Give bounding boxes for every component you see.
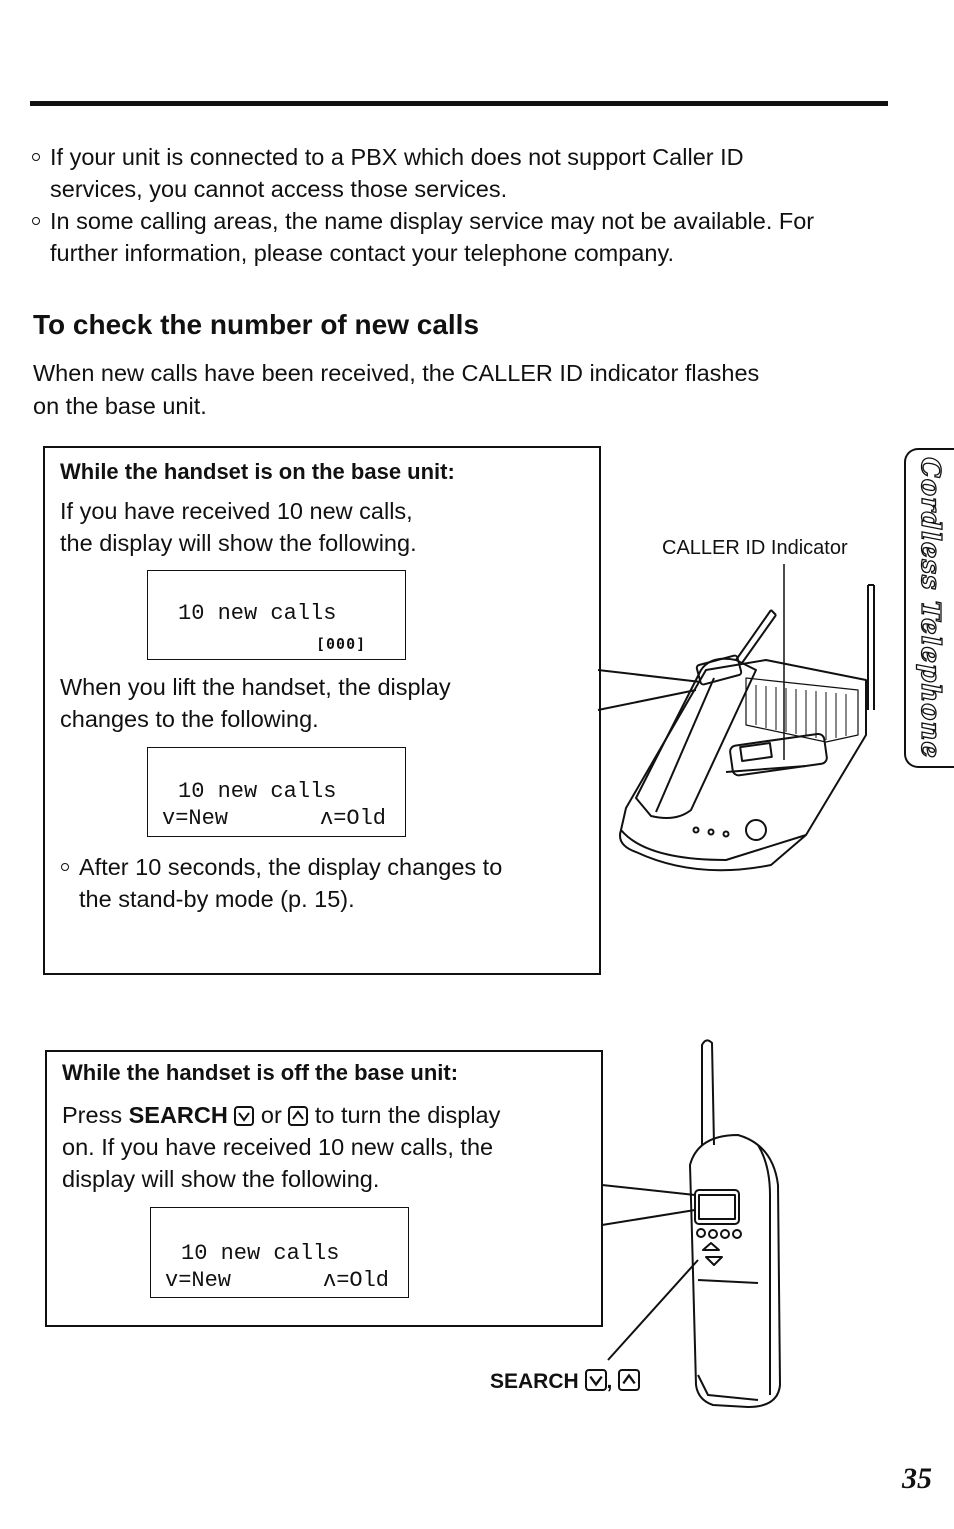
bullet-name-display: In some calling areas, the name display service may not be available. For further information, please contact your telephone company. xyxy=(50,205,814,269)
on-base-text: If you have received 10 new calls, the display will show the following. xyxy=(60,498,417,556)
down-arrow-key-icon xyxy=(585,1369,607,1391)
caller-id-label: CALLER ID Indicator xyxy=(662,537,848,559)
down-arrow-key-icon xyxy=(234,1106,254,1126)
lcd-display-1: 10 new calls [000] xyxy=(147,570,406,660)
off-base-title: While the handset is off the base unit: xyxy=(62,1060,459,1085)
section-title: To check the number of new calls xyxy=(33,309,480,340)
search-key-label: SEARCH xyxy=(128,1102,228,1128)
bullet-icon xyxy=(32,217,40,225)
bullet-icon xyxy=(61,863,69,871)
segment-indicator: [000] xyxy=(316,635,367,653)
standby-note: After 10 seconds, the display changes to the stand-by mode (p. 15). xyxy=(79,851,502,915)
bullet-pbx: If your unit is connected to a PBX which does not support Caller ID services, you cannot access those services. xyxy=(50,141,744,205)
top-rule xyxy=(30,101,888,106)
up-arrow-key-icon xyxy=(288,1106,308,1126)
lcd-display-3: 10 new calls v=New ʌ=Old xyxy=(150,1207,409,1298)
lift-text: When you lift the handset, the display changes to the following. xyxy=(60,674,451,732)
page-number: 35 xyxy=(902,1462,932,1495)
up-arrow-key-icon xyxy=(618,1369,640,1391)
base-unit-illustration xyxy=(596,560,896,880)
bullet-icon xyxy=(32,153,40,161)
on-base-title: While the handset is on the base unit: xyxy=(60,459,455,484)
search-callout: SEARCH , xyxy=(490,1369,640,1394)
handset-illustration xyxy=(598,1035,798,1415)
section-tab: Cordless Telephone xyxy=(904,448,954,768)
intro-text: When new calls have been received, the CALLER ID indicator flashes on the base unit. xyxy=(33,360,760,419)
lcd-display-2: 10 new calls v=New ʌ=Old xyxy=(147,747,406,837)
off-base-text: Press SEARCH or to turn the display on. If you have received 10 new calls, the display will show the following. xyxy=(62,1102,501,1192)
